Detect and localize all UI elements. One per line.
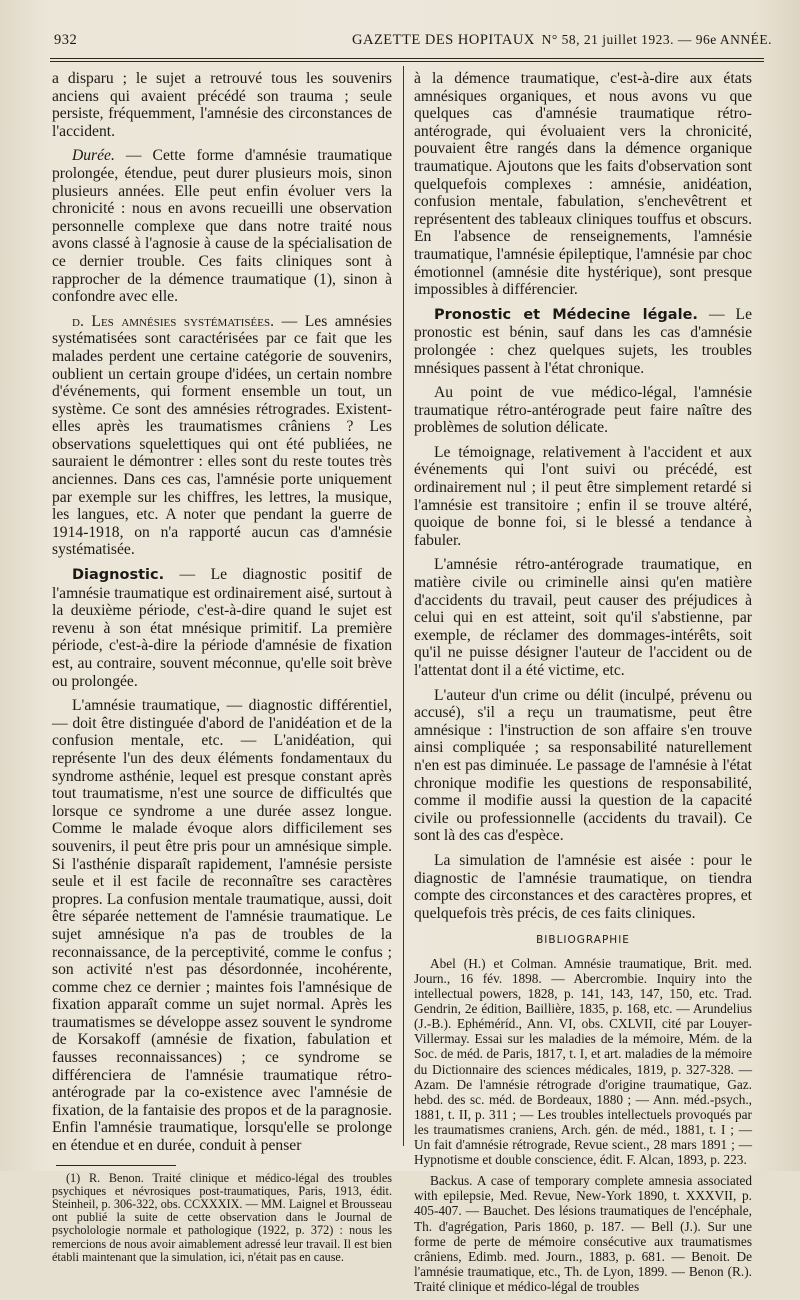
footnote: (1) R. Benon. Traité clinique et médico-légal des troubles psychiques et névrosiques post-traumatiques, Paris, 1913, édit. Steinheil, p. 306-322, obs. CCXXXIX. — MM. Laignel et Brousseau ont publié la suite de cette observation dans le Journal de psycholologie normale et pathologique (1922, p. 372) : nous les remercions de nous avoir aimablement adressé leur travail. Il est bien établi maintenant que la simulation, ici, n'était pas en cause. bbox=[52, 1170, 392, 1264]
paragraph: a disparu ; le sujet a retrouvé tous les souvenirs anciens qui avaient précédé son trauma ; seule persiste, fréquemment, l'amnésie des circonstances de l'accident. bbox=[52, 70, 392, 140]
paragraph-text: — Le diagnostic positif de l'amnésie traumatique est ordinairement aisé, surtout à la deuxième période, c'est-à-dire quand le sujet est revenu à son état mnésique primitif. La première période, c'est-à-dire la période d'amnésie de fixation est, au contraire, souvent méconnue, qu'elle soit brève ou prolongée. bbox=[52, 566, 392, 690]
bibliography-entry: Backus. A case of temporary complete amnesia associated with epilepsie, Med. Revue, New-York 1890, t. XXXVII, p. 405-407. — Bauchet. Des lésions traumatiques de l'encéphale, Th. d'agrégation, Paris 1860, p. 187. — Bell (J.). Sur une forme de perte de mémoire consécutive aux traumatismes crâniens, Edimb. med. Journ., 1883, p. 681. — Benoit. De l'amnésie traumatique, etc., Th. de Lyon, 1899. — Benon (R.). Traité clinique et médico-légal de troubles bbox=[414, 1173, 752, 1294]
paragraph bbox=[52, 147, 392, 305]
bibliography-title: BIBLIOGRAPHIE bbox=[536, 934, 630, 947]
section-heading: d. Les amnésies systématisées. bbox=[72, 312, 275, 330]
paragraph bbox=[414, 306, 752, 377]
section-heading: Pronostic et Médecine légale. bbox=[434, 306, 698, 323]
paragraph bbox=[52, 313, 392, 559]
section-heading: Diagnostic. bbox=[72, 567, 165, 584]
paragraph: L'amnésie rétro-antérograde traumatique, en matière civile ou criminelle ainsi qu'en matière d'accidents du travail, peut causer des préjudices à celui qui en est atteint, soit qu'il s'abstienne, par exemple, de réclamer des dommages-intérêts, soit qu'il ne puisse désigner l'auteur de l'accident ou de l'attentat dont il a été victime, etc. bbox=[414, 556, 752, 679]
paragraph: Au point de vue médico-légal, l'amnésie traumatique rétro-antérograde peut faire naître des problèmes de solution délicate. bbox=[414, 384, 752, 437]
issue-info: N° 58, 21 juillet 1923. — 96e ANNÉE. bbox=[541, 32, 772, 47]
paragraph: L'amnésie traumatique, — diagnostic différentiel, — doit être distinguée d'abord de l'anidéation et de la confusion mentale, etc. — L'anidéation, qui représente l'un des deux éléments fondamentaux du syndrome asthénie, lequel est presque constant après tout traumatisme, n'est une source de difficultés que lorsque ce syndrome a une durée assez longue. Comme le malade évoque alors difficilement ses souvenirs, il peut être pris pour un amnésique simple. Si l'asthénie disparaît rapidement, l'amnésie persiste seule et il est facile de reconnaître ses caractères propres. La confusion mentale traumatique, aussi, doit être séparée nettement de l'amnésie traumatique. Le sujet amnésique n'a pas de troubles de la reconnaissance, de la perceptivité, comme le confus ; son activité n'est pas désordonnée, incohérente, comme chez ce dernier ; maintes fois l'amnésique de fixation apparaît comme un sujet normal. Après les traumatismes se développe assez souvent le syndrome de Korsakoff (amnésie de fixation, fabulation et fausses reconnaissances) ; ce syndrome se différenciera de l'amnésie traumatique rétro-antérograde par la co-existence avec l'amnésie de fixation, de la fantaisie des propos et de la paragnosie. Enfin l'amnésie traumatique, lorsqu'elle se prolonge en étendue et en durée, conduit à penser bbox=[52, 697, 392, 1155]
page-header bbox=[40, 32, 772, 54]
paragraph: La simulation de l'amnésie est aisée : pour le diagnostic de l'amnésie traumatique, on tiendra compte des circonstances et des caractères propres, et quelquefois très précis, de ces faits cliniques. bbox=[414, 851, 752, 922]
header-rule bbox=[50, 58, 764, 59]
paragraph-text: — Les amnésies systématisées sont caractérisées par ce fait que les malades perdent une certaine catégorie de souvenirs, oublient un certain groupe d'idées, un certain nombre d'événements, qui forment ensemble un tout, un système. Ce sont des amnésies rétrogrades. Existent-elles après les traumatismes crâniens ? Les observations squelettiques qui ont été publiées, ne sauraient le démontrer : elles sont du reste toutes très anciennes. Dans ces cas, l'amnésie porte uniquement par exemple sur les chiffres, les lettres, la musique, les langues, etc. A noter que pendant la guerre de 1914-1918, on n'a rapporté aucun cas d'amnésie systématisée. bbox=[52, 312, 393, 559]
bibliography-entry: Abel (H.) et Colman. Amnésie traumatique, Brit. med. Journ., 16 fév. 1898. — Abercrombie. Inquiry into the intellectual powers, 1828, p. 141, 143, 147, 150, etc. Trad. Gendrin, 2e édition, Baillière, 1835, p. 168, etc. — Arundelius (J.-B.). Ephéméríd., Ann. VI, obs. CXLVII, cité par Louyer-Villermay. Essai sur les maladies de la mémoire, Mém. de la Soc. de méd. de Paris, 1817, t. I, et art. maladies de la mémoire du Dictionnaire des sciences médicales, 1819, p. 327-328. — Azam. De l'amnésie rétrograde d'origine traumatique, Gaz. hebd. des sc. méd. de Bordeaux, 1880 ; — Ann. méd.-psych., 1881, t. II, p. 311 ; — Les troubles intellectuels provoqués par les traumatismes craniens, Arch. gén. de méd., 1881, t. I ; — Un fait d'amnésie rétrograde, Revue scient., 28 mars 1891 ; — Hypnotisme et double conscience, édit. F. Alcan, 1893, p. 223. bbox=[414, 955, 752, 1168]
footnote-rule bbox=[56, 1165, 176, 1166]
paragraph-text: — Le pronostic est bénin, sauf dans les cas d'amnésie prolongée : chez quelques sujets, les troubles mnésiques passent à l'état chronique. bbox=[414, 305, 753, 377]
paragraph-text: — Cette forme d'amnésie traumatique prolongée, étendue, peut durer plusieurs mois, sinon plusieurs années. Elle peut enfin évoluer vers la chronicité : nous en avons recueilli une observation personnelle complexe que dans notre traité nous avons classé à l'agnosie à cause de la spécialisation de ce dernier trouble. Ces faits cliniques sont à rapprocher de la démence traumatique (1), sinon à confondre avec elle. bbox=[52, 147, 392, 306]
left-column bbox=[52, 70, 392, 1264]
paragraph: Le témoignage, relativement à l'accident et aux événements qui l'ont suivi ou précédé, est ordinairement nul ; il peut être simplement retardé si l'amnésie est transitoire ; enfin il se trouve altéré, quoique de bonne foi, si le blessé a tendance à fabuler. bbox=[414, 443, 752, 549]
right-column bbox=[414, 70, 752, 1300]
journal-title: GAZETTE DES HOPITAUX bbox=[352, 32, 535, 48]
paragraph: L'auteur d'un crime ou délit (inculpé, prévenu ou accusé), s'il a reçu un traumatisme, peut être amnésique : l'instruction de son affaire s'en trouve ainsi compliquée ; sa responsabilité naturellement n'en est pas diminuée. Le passage de l'amnésie à l'état chronique modifie les questions de responsabilité, comme il modifie aussi la question de la capacité civile ou professionnelle (accidents du travail). Ce sont là des cas d'espèce. bbox=[414, 686, 752, 845]
header-rule-thin bbox=[50, 61, 764, 62]
section-label: Durée. bbox=[72, 147, 115, 165]
page-number: 932 bbox=[54, 32, 78, 48]
column-divider bbox=[403, 66, 404, 1146]
paragraph bbox=[52, 566, 392, 690]
paragraph: à la démence traumatique, c'est-à-dire aux états amnésiques organiques, et nous avons vu que quelques cas d'amnésie traumatique rétro-antérograde, qui évoluaient vers la chronicité, pouvaient être rangés dans la démence organique traumatique. Ajoutons que les faits d'observation sont quelquefois complexes : amnésie, anidéation, confusion mentale, fabulation, s'enchevêtrent et représentent des tableaux cliniques touffus et obscurs. En l'absence de renseignements, l'amnésie traumatique, l'amnésie épileptique, l'amnésie par choc émotionnel (amnésie dite hystérique), sont presque impossibles à différencier. bbox=[414, 70, 752, 299]
